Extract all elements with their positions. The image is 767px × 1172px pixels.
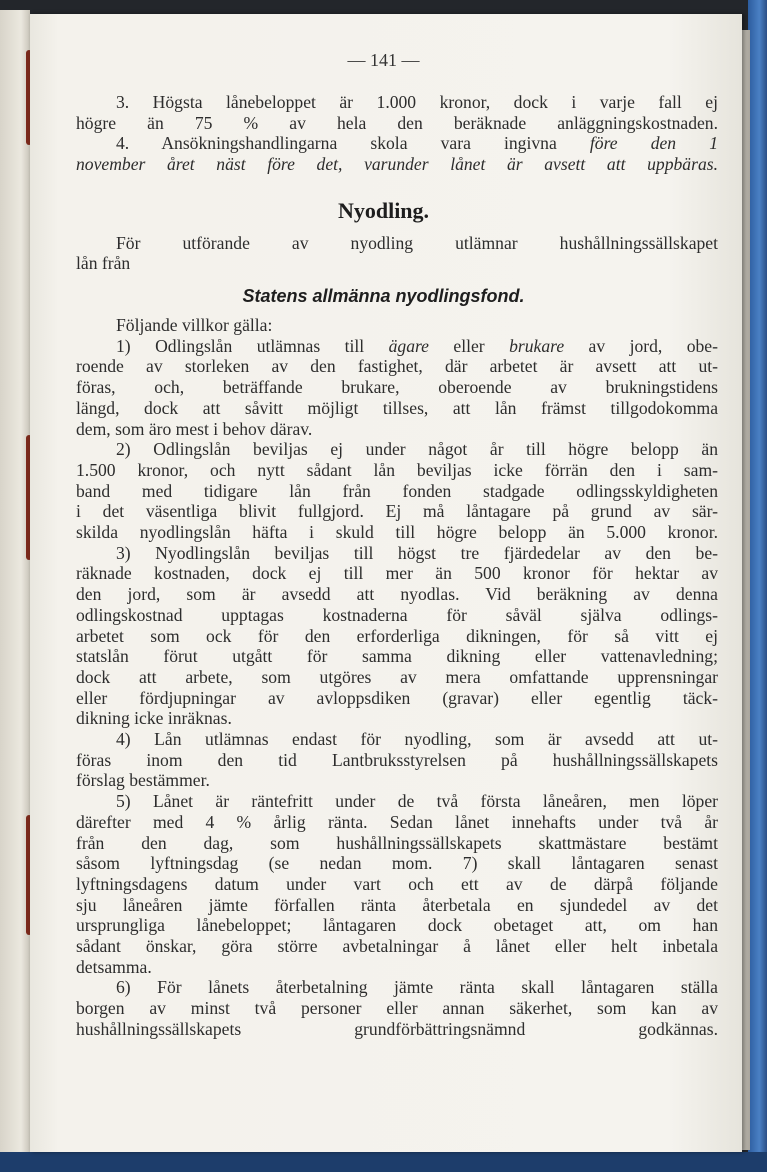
text-line — [116, 439, 718, 459]
text-segment: därefter med 4 % årlig ränta. Sedan lånet innehafts under två år — [76, 811, 718, 832]
italic-text: brukare — [509, 335, 565, 356]
text-segment: Följande villkor gälla: — [116, 315, 273, 335]
text-segment: eller fördjupningar av avloppsdiken (gravar) eller egentlig täck- — [76, 687, 718, 708]
text-segment: lån från — [76, 253, 131, 274]
text-line — [76, 626, 718, 646]
text-segment: 1) Odlingslån utlämnas till — [116, 335, 389, 356]
text-segment: statslån förut utgått för samma dikning eller vattenavledning; — [76, 646, 718, 667]
text-line — [76, 584, 718, 604]
text-segment: sju låneåren jämte förfallen ränta återbetala en sjundedel av det — [76, 894, 718, 915]
text-segment: räknade kostnaden, dock ej till mer än 500 kronor för hektar av — [76, 563, 718, 584]
text-line — [76, 419, 718, 439]
text-segment: 3) Nyodlingslån beviljas till högst tre fjärdedelar av den be- — [116, 542, 718, 563]
text-segment: odlingskostnad upptagas kostnaderna för såväl själva odlings- — [76, 604, 718, 625]
text-line — [76, 957, 718, 977]
text-line — [76, 874, 718, 894]
text-line — [76, 998, 718, 1018]
text-line — [76, 750, 718, 770]
text-segment: dock att arbete, som utgöres av mera omfattande upprensningar — [76, 666, 718, 687]
text-line — [76, 460, 718, 480]
text-line — [76, 646, 718, 666]
previous-page-edge — [0, 10, 30, 1160]
text-segment: av jord, obe- — [564, 335, 718, 356]
text-line — [76, 377, 718, 397]
text-segment: skilda nyodlingslån häfta i skuld till högre belopp än 5.000 kronor. — [76, 522, 718, 542]
text-line — [76, 154, 718, 174]
text-segment: föras inom den tid Lantbruksstyrelsen på hushållningssällskapets — [76, 749, 718, 770]
text-segment: detsamma. — [76, 956, 152, 977]
text-segment: 6) För lånets återbetalning jämte ränta skall låntagaren ställa — [116, 977, 718, 998]
book-cover-edge — [748, 0, 767, 1172]
text-segment: från den dag, som hushållningssällskapets skattmästare bestämt — [76, 832, 718, 853]
text-line — [76, 770, 718, 790]
text-line — [76, 522, 718, 542]
text-segment: 3. Högsta lånebeloppet är 1.000 kronor, dock i varje fall ej — [116, 92, 718, 112]
text-segment: ursprungliga lånebeloppet; låntagaren dock obetaget att, om han — [76, 915, 718, 936]
text-line — [116, 791, 718, 811]
text-line — [76, 398, 718, 418]
text-line — [76, 481, 718, 501]
text-segment: den jord, som är avsedd att nyodlas. Vid beräkning av denna — [76, 584, 718, 605]
text-segment: sådant önskar, göra större avbetalningar å lånet eller helt inbetala — [76, 936, 718, 956]
text-segment: roende av storleken av den fastighet, där arbetet är avsett att ut- — [76, 356, 718, 377]
text-segment: hushållningssällskapets grundförbättringsnämnd godkännas. — [76, 1018, 718, 1039]
text-line — [76, 895, 718, 915]
text-line — [76, 688, 718, 708]
text-line — [76, 356, 718, 376]
text-segment: längd, dock att såvitt möjligt tillses, att lån främst tillgodokomma — [76, 397, 718, 418]
text-segment: 2) Odlingslån beviljas ej under något år till högre belopp än — [116, 439, 718, 460]
text-line — [116, 233, 718, 253]
text-line — [116, 92, 718, 112]
text-segment: dem, som äro mest i behov därav. — [76, 418, 313, 439]
text-segment: lyftningsdagens datum under vart och ett av de därpå följande — [76, 873, 718, 894]
text-line — [116, 729, 718, 749]
text-segment: arbetet som ock för den erforderliga dikningen, för så vitt ej — [76, 625, 718, 646]
text-segment: För utförande av nyodling utlämnar hushållningssällskapet — [116, 233, 718, 253]
text-segment: högre än 75 % av hela den beräknade anläggningskostnaden. — [76, 112, 718, 133]
text-line — [76, 853, 718, 873]
text-segment: 4. Ansökningshandlingarna skola vara ingivna — [116, 133, 590, 154]
text-segment: förslag bestämmer. — [76, 770, 210, 791]
text-line — [76, 915, 718, 935]
text-segment: 4) Lån utlämnas endast för nyodling, som är avsedd att ut- — [116, 729, 718, 749]
text-segment: borgen av minst två personer eller annan säkerhet, som kan av — [76, 998, 718, 1019]
text-line — [76, 1019, 718, 1039]
text-line — [76, 113, 718, 133]
text-line — [116, 977, 718, 997]
text-segment: band med tidigare lån från fonden stadgade odlingsskyldigheten — [76, 480, 718, 501]
section-heading: Nyodling. — [337, 198, 430, 223]
italic-text: november året näst före det, varunder lånet är avsett att uppbäras. — [76, 153, 718, 174]
text-segment: dikning icke inräknas. — [76, 708, 232, 729]
text-segment: 1.500 kronor, och nytt sådant lån beviljas icke förrän den i sam- — [76, 459, 718, 480]
text-line — [76, 708, 718, 728]
text-line — [76, 667, 718, 687]
text-segment: såsom lyftningsdag (se nedan mom. 7) skall låntagaren senast — [76, 853, 718, 874]
text-segment: föras, och, beträffande brukare, oberoende av brukningstidens — [76, 377, 718, 398]
book-cover-bottom — [0, 1152, 767, 1172]
italic-text: ägare — [388, 335, 429, 356]
italic-text: före den 1 — [589, 133, 719, 154]
text-segment: i det väsentliga blivit fullgjord. Ej må låntagare på grund av sär- — [76, 501, 718, 522]
text-line — [76, 563, 718, 583]
text-line — [116, 133, 718, 153]
page-number: — 141 — — [347, 50, 420, 70]
text-line — [76, 833, 718, 853]
text-line — [76, 605, 718, 625]
text-segment: eller — [429, 335, 510, 356]
text-line — [76, 501, 718, 521]
text-line — [116, 336, 718, 356]
text-line — [76, 812, 718, 832]
fund-subheading: Statens allmänna nyodlingsfond. — [242, 286, 525, 306]
text-line — [76, 936, 718, 956]
text-line — [116, 543, 718, 563]
text-line — [76, 253, 718, 273]
text-line — [116, 315, 718, 335]
text-segment: 5) Lånet är räntefritt under de två första låneåren, men löper — [116, 791, 718, 812]
